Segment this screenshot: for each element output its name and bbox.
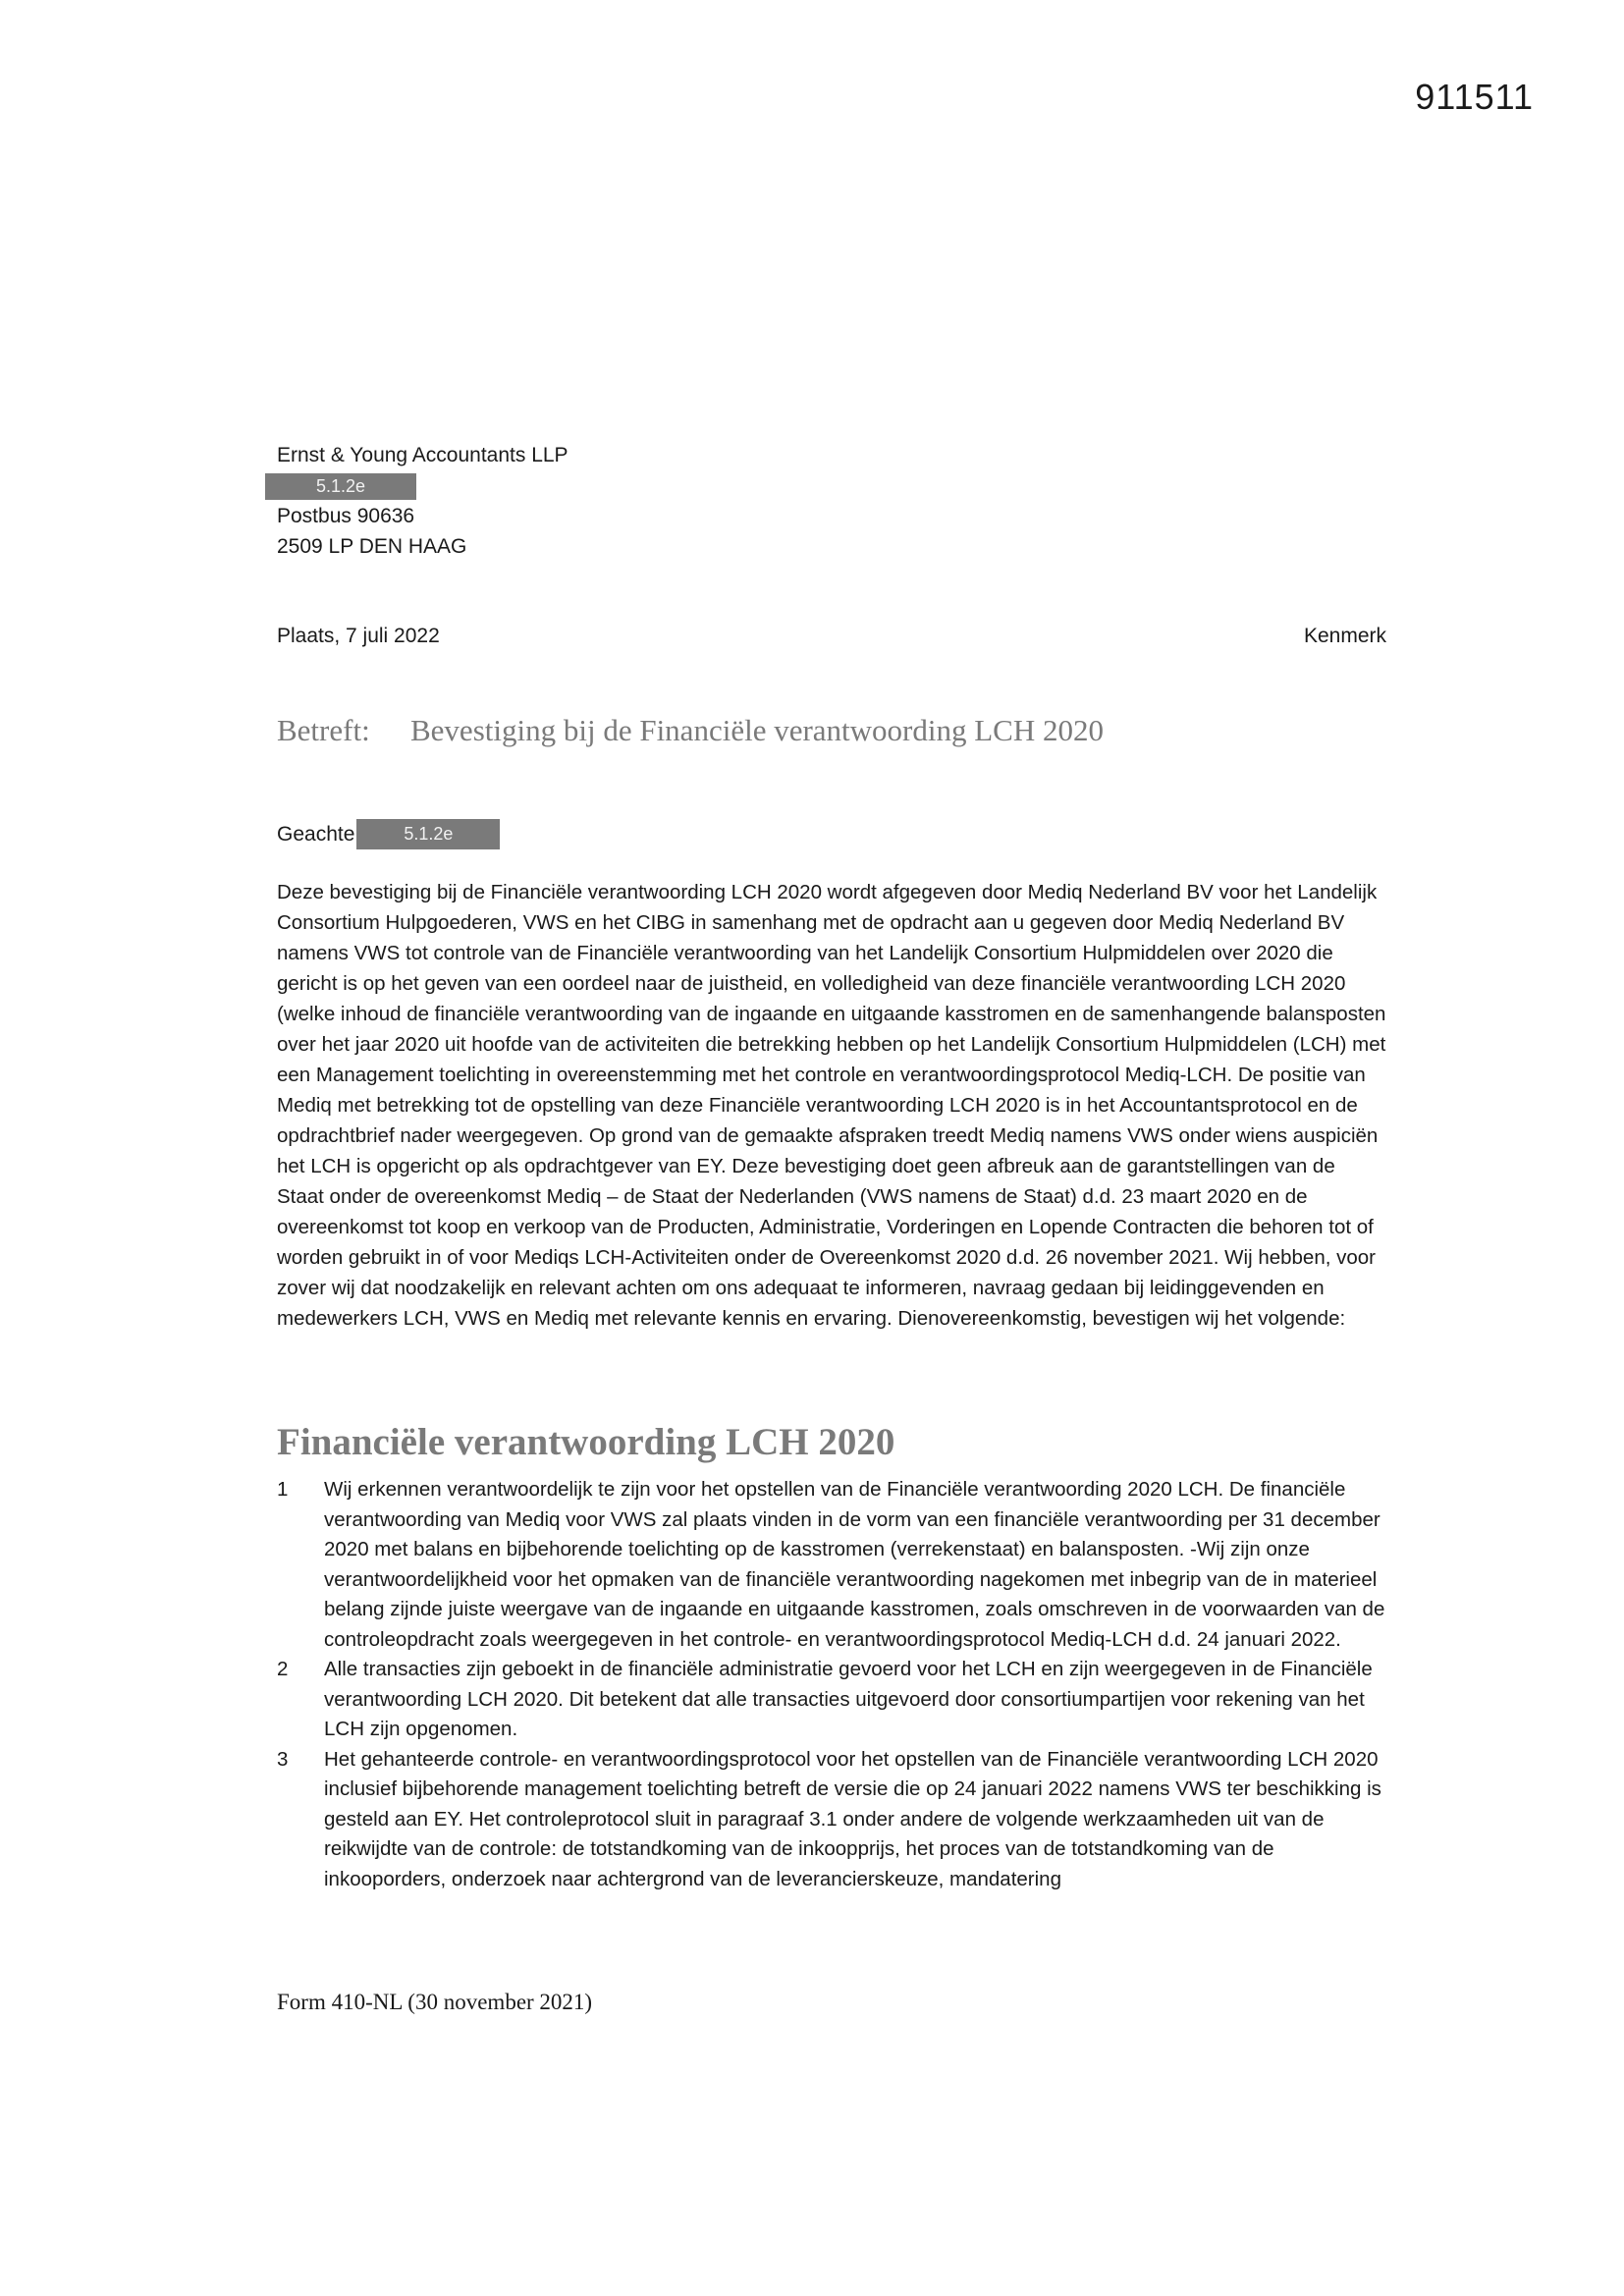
redaction-block: 5.1.2e (356, 819, 500, 849)
numbered-list (277, 1475, 1386, 1894)
list-item (277, 1475, 1386, 1655)
salutation-text: Geachte (277, 822, 355, 846)
list-item-number: 1 (277, 1478, 289, 1501)
salutation (277, 819, 500, 849)
list-item-text: Het gehanteerde controle- en verantwoordingsprotocol voor het opstellen van de Financiële verantwoording LCH 2020 inclusief bijbehorende management toelichting betreft de versie die op 24 januari 2022 namens VWS ter beschikking is gesteld aan EY. Het controleprotocol sluit in paragraaf 3.1 onder andere de volgende werkzaamheden uit van de reikwijdte van de controle: de totstandkoming van de inkoopprijs, het proces van de totstandkoming van de inkooporders, onderzoek naar achtergrond van de leverancierskeuze, mandatering (324, 1747, 1381, 1890)
form-footer: Form 410-NL (30 november 2021) (277, 1990, 593, 2014)
place-date: Plaats, 7 juli 2022 (277, 625, 440, 647)
document-number: 911511 (1415, 77, 1534, 117)
reference-label: Kenmerk (1303, 625, 1386, 647)
subject-text: Bevestiging bij de Financiële verantwoording LCH 2020 (410, 713, 1104, 747)
recipient-address (277, 440, 568, 562)
redaction-block: 5.1.2e (265, 473, 416, 500)
list-item-text: Alle transacties zijn geboekt in de financiële administratie gevoerd voor het LCH en zijn weergegeven in de Financiële verantwoording LCH 2020. Dit betekent dat alle transacties uitgevoerd door consortiumpartijen voor rekening van het LCH zijn opgenomen. (324, 1658, 1373, 1740)
dateline (277, 625, 1386, 648)
address-line-postbus: Postbus 90636 (277, 505, 415, 527)
list-item-number: 2 (277, 1658, 289, 1680)
list-item (277, 1745, 1386, 1895)
subject-line (277, 713, 1104, 748)
address-line-city: 2509 LP DEN HAAG (277, 535, 467, 558)
section-title: Financiële verantwoording LCH 2020 (277, 1421, 895, 1463)
list-item-text: Wij erkennen verantwoordelijk te zijn voor het opstellen van de Financiële verantwoording 2020 LCH. De financiële verantwoording van Mediq voor VWS zal plaats vinden in de vorm van een financiële verantwoording per 31 december 2020 met balans en bijbehorende toelichting op de kasstromen (verrekenstaat) en balansposten. -Wij zijn onze verantwoordelijkheid voor het opmaken van de financiële verantwoording nagekomen met inbegrip van de in materieel belang zijnde juiste weergave van de ingaande en uitgaande kasstromen, zoals omschreven in de voorwaarden van de controleopdracht zoals weergegeven in het controle- en verantwoordingsprotocol Mediq-LCH d.d. 24 januari 2022. (324, 1478, 1385, 1651)
subject-label: Betreft: (277, 713, 370, 747)
list-item-number: 3 (277, 1747, 289, 1771)
address-line-company: Ernst & Young Accountants LLP (277, 444, 568, 466)
list-item (277, 1655, 1386, 1745)
intro-paragraph: Deze bevestiging bij de Financiële verantwoording LCH 2020 wordt afgegeven door Mediq Nederland BV voor het Landelijk Consortium Hulpgoederen, VWS en het CIBG in samenhang met de opdracht aan u gegeven door Mediq Nederland BV namens VWS tot controle van de Financiële verantwoording van het Landelijk Consortium Hulpmiddelen over 2020 die gericht is op het geven van een oordeel naar de juistheid, en volledigheid van deze financiële verantwoording LCH 2020 (welke inhoud de financiële verantwoording van de ingaande en uitgaande kasstromen en de samenhangende balansposten over het jaar 2020 uit hoofde van de activiteiten die betrekking hebben op het Landelijk Consortium Hulpmiddelen (LCH) met een Management toelichting in overeenstemming met het controle en verantwoordingsprotocol Mediq-LCH. De positie van Mediq met betrekking tot de opstelling van deze Financiële verantwoording LCH 2020 is in het Accountantsprotocol en de opdrachtbrief nader weergegeven. Op grond van de gemaakte afspraken treedt Mediq namens VWS onder wiens auspiciën het LCH is opgericht op als opdrachtgever van EY. Deze bevestiging doet geen afbreuk aan de garantstellingen van de Staat onder de overeenkomst Mediq – de Staat der Nederlanden (VWS namens de Staat) d.d. 23 maart 2020 en de overeenkomst tot koop en verkoop van de Producten, Administratie, Vorderingen en Lopende Contracten die behoren tot of worden gebruikt in of voor Mediqs LCH-Activiteiten onder de Overeenkomst 2020 d.d. 26 november 2021. Wij hebben, voor zover wij dat noodzakelijk en relevant achten om ons adequaat te informeren, navraag gedaan bij leidinggevenden en medewerkers LCH, VWS en Mediq met relevante kennis en ervaring. Dienovereenkomstig, bevestigen wij het volgende: (277, 881, 1386, 1330)
